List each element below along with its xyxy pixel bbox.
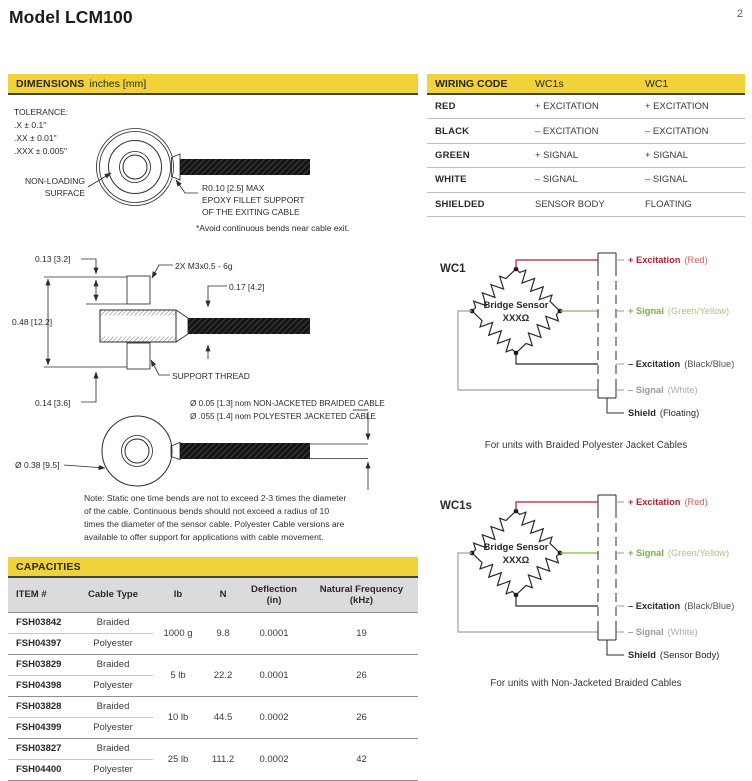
non-loading-surface-label: NON-LOADING	[25, 176, 85, 186]
dim-height: 0.48 [12.2]	[12, 317, 53, 327]
table-row	[8, 738, 418, 759]
bend-note-line: of the cable. Continuous bends should not exceed a radius of 10	[84, 506, 330, 516]
excitation-pos-wire	[516, 260, 598, 269]
item-number: FSH04398	[8, 675, 73, 696]
diagram-caption: For units with Non-Jacketed Braided Cables	[490, 678, 682, 689]
wc1-function: – SIGNAL	[645, 174, 688, 186]
non-loading-surface-label: SURFACE	[44, 188, 85, 198]
item-number: FSH03828	[8, 696, 73, 717]
wiring-row-white	[427, 168, 745, 192]
wc1s-function: SENSOR BODY	[535, 198, 605, 210]
capacity-n: 111.2	[203, 738, 243, 780]
col-cable-type: Cable Type	[73, 578, 153, 612]
capacities-title: CAPACITIES	[16, 560, 81, 573]
wiring-code-table	[427, 74, 745, 217]
side-view-drawing	[12, 254, 310, 408]
dim-stud-bottom: 0.14 [3.6]	[35, 398, 71, 408]
natural-frequency: 26	[305, 654, 418, 696]
wire-label-signal-neg: – Signal (White)	[628, 385, 698, 395]
wc1-function: + EXCITATION	[645, 101, 709, 113]
thread-callout: 2X M3x0.5 - 6g	[175, 261, 233, 271]
capacity-lb: 10 lb	[153, 696, 203, 738]
capacity-lb: 25 lb	[153, 738, 203, 780]
wc1-function: FLOATING	[645, 198, 692, 210]
capacity-lb: 1000 g	[153, 612, 203, 654]
excitation-pos-wire	[516, 502, 598, 511]
bend-note-line: times the diameter of the sensor cable. Polyester Cable versions are	[84, 519, 345, 529]
wire-label-excitation-pos: + Excitation (Red)	[628, 497, 708, 507]
column-wc1s: WC1s	[535, 77, 564, 90]
cable	[180, 159, 310, 175]
cable-connector	[598, 495, 624, 655]
capacity-n: 9.8	[203, 612, 243, 654]
diagram-caption: For units with Braided Polyester Jacket Cables	[484, 440, 688, 451]
cable-diameter-callout: Ø .055 [1.4] nom POLYESTER JACKETED CABLE	[190, 412, 376, 421]
cable	[188, 318, 310, 334]
bend-note-line: available to offer support for applications with cable movement.	[84, 532, 324, 542]
capacities-section-header	[8, 557, 418, 578]
tolerance-line: .XX ± 0.01"	[14, 133, 57, 143]
cable-type: Braided	[73, 738, 153, 759]
natural-frequency: 42	[305, 738, 418, 780]
dimensions-section-header	[8, 74, 418, 95]
capacity-lb: 5 lb	[153, 654, 203, 696]
cable	[180, 443, 310, 459]
wire-color: SHIELDED	[435, 198, 485, 210]
cable-type: Polyester	[73, 633, 153, 654]
dimensions-units: inches [mm]	[89, 77, 147, 90]
dimensions-title: DIMENSIONS	[16, 77, 85, 90]
tolerance-line: .X ± 0.1"	[14, 120, 47, 130]
cable-type: Braided	[73, 696, 153, 717]
wire-label-signal-pos: + Signal (Green/Yellow)	[628, 548, 730, 558]
deflection: 0.0001	[243, 612, 305, 654]
fillet-callout: R0.10 [2.5] MAX	[202, 183, 265, 193]
wc1-function: + SIGNAL	[645, 149, 689, 161]
deflection: 0.0002	[243, 696, 305, 738]
item-number: FSH04400	[8, 759, 73, 780]
item-number: FSH03842	[8, 612, 73, 633]
excitation-neg-wire	[516, 595, 598, 606]
wiring-row-red	[427, 95, 745, 119]
wiring-diagram-wc1	[428, 245, 752, 457]
capacity-n: 44.5	[203, 696, 243, 738]
bridge-sensor-label: Bridge Sensor	[483, 542, 549, 553]
dim-stud-top: 0.13 [3.2]	[35, 254, 71, 264]
bridge-resistance-label: XXXΩ	[502, 313, 530, 324]
natural-frequency: 26	[305, 696, 418, 738]
column-wc1: WC1	[645, 77, 669, 90]
bridge-sensor	[468, 507, 564, 600]
cable-type: Polyester	[73, 675, 153, 696]
wire-label-excitation-neg: – Excitation (Black/Blue)	[628, 359, 735, 369]
bend-note-line: Note: Static one time bends are not to exceed 2-3 times the diameter	[84, 493, 347, 503]
wire-color: RED	[435, 101, 456, 113]
wire-label-shield: Shield (Floating)	[628, 408, 700, 418]
col-deflection: Deflection (in)	[243, 578, 305, 612]
cable-connector	[598, 253, 624, 413]
tolerance-line: TOLERANCE:	[14, 107, 69, 117]
col-item: ITEM #	[8, 578, 73, 612]
diagram-label: WC1	[440, 263, 466, 275]
deflection: 0.0002	[243, 738, 305, 780]
cable-type: Polyester	[73, 759, 153, 780]
wiring-row-shielded	[427, 193, 745, 217]
wire-color: BLACK	[435, 125, 470, 137]
bridge-sensor-label: Bridge Sensor	[483, 300, 549, 311]
bottom-view-drawing	[15, 399, 385, 542]
bridge-sensor	[468, 265, 564, 358]
excitation-neg-wire	[516, 353, 598, 364]
bridge-resistance-label: XXXΩ	[502, 555, 530, 566]
col-lb: lb	[153, 578, 203, 612]
wc1s-function: – SIGNAL	[535, 174, 578, 186]
wiring-code-header-row	[427, 74, 745, 95]
item-number: FSH04397	[8, 633, 73, 654]
wire-color: WHITE	[435, 174, 467, 186]
page-number: 2	[736, 8, 743, 20]
capacities-table	[8, 578, 418, 781]
col-n: N	[203, 578, 243, 612]
cable-type: Braided	[73, 612, 153, 633]
avoid-bends-note: *Avoid continuous bends near cable exit.	[196, 223, 350, 233]
wire-label-shield: Shield (Sensor Body)	[628, 650, 720, 660]
dimension-drawings	[8, 98, 420, 556]
capacity-n: 22.2	[203, 654, 243, 696]
wiring-row-black	[427, 119, 745, 143]
table-row	[8, 612, 418, 633]
cable-diameter-callout: Ø 0.05 [1.3] nom NON-JACKETED BRAIDED CABLE	[190, 399, 385, 408]
top-view-drawing	[25, 129, 349, 234]
fillet-callout: EPOXY FILLET SUPPORT	[202, 195, 305, 205]
cable-type: Polyester	[73, 717, 153, 738]
col-natural-frequency: Natural Frequency (kHz)	[305, 578, 418, 612]
capacities-header-row	[8, 578, 418, 612]
fillet-callout: OF THE EXITING CABLE	[202, 207, 300, 217]
table-row	[8, 654, 418, 675]
diagram-label: WC1s	[440, 500, 472, 512]
wire-label-excitation-pos: + Excitation (Red)	[628, 255, 708, 265]
wiring-diagram-wc1s	[428, 487, 752, 697]
dim-diameter: Ø 0.38 [9.5]	[15, 460, 60, 470]
wire-label-signal-neg: – Signal (White)	[628, 627, 698, 637]
wc1-function: – EXCITATION	[645, 125, 709, 137]
dim-cable: 0.17 [4.2]	[229, 282, 265, 292]
wc1s-function: – EXCITATION	[535, 125, 599, 137]
item-number: FSH03827	[8, 738, 73, 759]
tolerance-line: .XXX ± 0.005"	[14, 146, 68, 156]
wire-label-signal-pos: + Signal (Green/Yellow)	[628, 306, 730, 316]
wire-label-excitation-neg: – Excitation (Black/Blue)	[628, 601, 735, 611]
table-row	[8, 696, 418, 717]
cable-type: Braided	[73, 654, 153, 675]
wc1s-function: + EXCITATION	[535, 101, 599, 113]
wiring-row-green	[427, 144, 745, 168]
wc1s-function: + SIGNAL	[535, 149, 579, 161]
wiring-code-title: WIRING CODE	[435, 77, 508, 90]
natural-frequency: 19	[305, 612, 418, 654]
page-title: Model LCM100	[9, 7, 133, 27]
wire-color: GREEN	[435, 149, 470, 161]
deflection: 0.0001	[243, 654, 305, 696]
support-thread-label: SUPPORT THREAD	[172, 371, 250, 381]
item-number: FSH03829	[8, 654, 73, 675]
item-number: FSH04399	[8, 717, 73, 738]
tolerance-note	[14, 107, 68, 156]
